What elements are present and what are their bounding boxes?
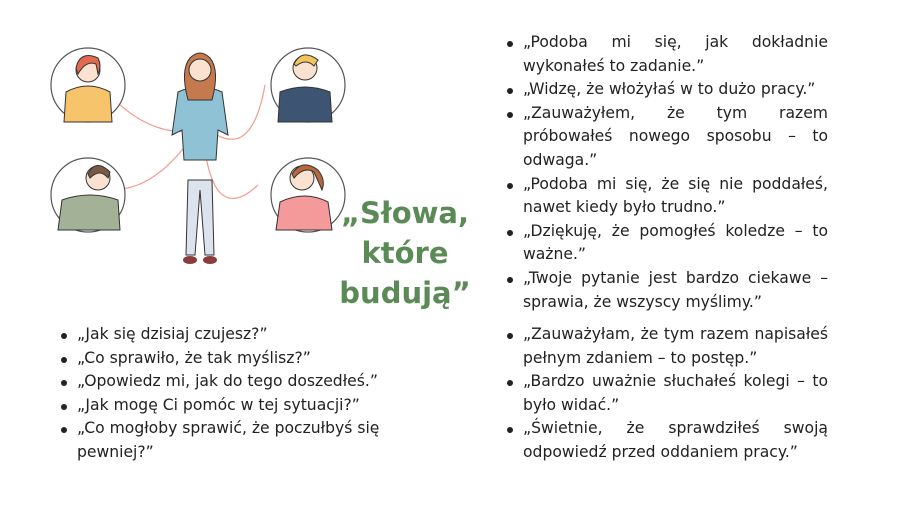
list-item: „Podoba mi się, że się nie poddałeś, nawet kiedy było trudno.”: [506, 173, 828, 220]
praise-list: [506, 31, 828, 314]
title-line: które: [361, 236, 449, 270]
person-top-left: [51, 48, 125, 122]
list-item: „Świetnie, że sprawdziłeś swoją odpowiedź przed oddaniem pracy.”: [506, 417, 828, 464]
title-line: „Słowa,: [340, 196, 469, 230]
title-line: budują”: [339, 276, 471, 310]
list-item: „Podoba mi się, jak dokładnie wykonałeś to zadanie.”: [506, 31, 828, 78]
list-item: „Widzę, że włożyłaś w to dużo pracy.”: [506, 78, 828, 102]
person-top-right: [271, 48, 345, 122]
list-item: „Co mogłoby sprawić, że poczułbyś się pewniej?”: [60, 417, 390, 464]
list-item: „Jak się dzisiaj czujesz?”: [60, 323, 390, 347]
slide-title: [330, 193, 480, 313]
list-item: „Dziękuję, że pomogłeś koledze – to ważne.”: [506, 220, 828, 267]
list-item: „Opowiedz mi, jak do tego doszedłeś.”: [60, 370, 390, 394]
list-item: „Jak mogę Ci pomóc w tej sytuacji?”: [60, 394, 390, 418]
central-teacher: [172, 53, 228, 264]
list-item: „Co sprawiło, że tak myślisz?”: [60, 347, 390, 371]
progress-list: [506, 323, 828, 465]
question-list: [60, 323, 390, 465]
list-item: „Bardzo uważnie słuchałeś kolegi – to było widać.”: [506, 370, 828, 417]
connected-people-illustration: [40, 30, 360, 275]
list-item: „Zauważyłam, że tym razem napisałeś pełnym zdaniem – to postęp.”: [506, 323, 828, 370]
list-item: „Twoje pytanie jest bardzo ciekawe – sprawia, że wszyscy myślimy.”: [506, 267, 828, 314]
list-item: „Zauważyłem, że tym razem próbowałeś nowego sposobu – to odwaga.”: [506, 102, 828, 173]
person-bottom-left: [51, 158, 125, 232]
